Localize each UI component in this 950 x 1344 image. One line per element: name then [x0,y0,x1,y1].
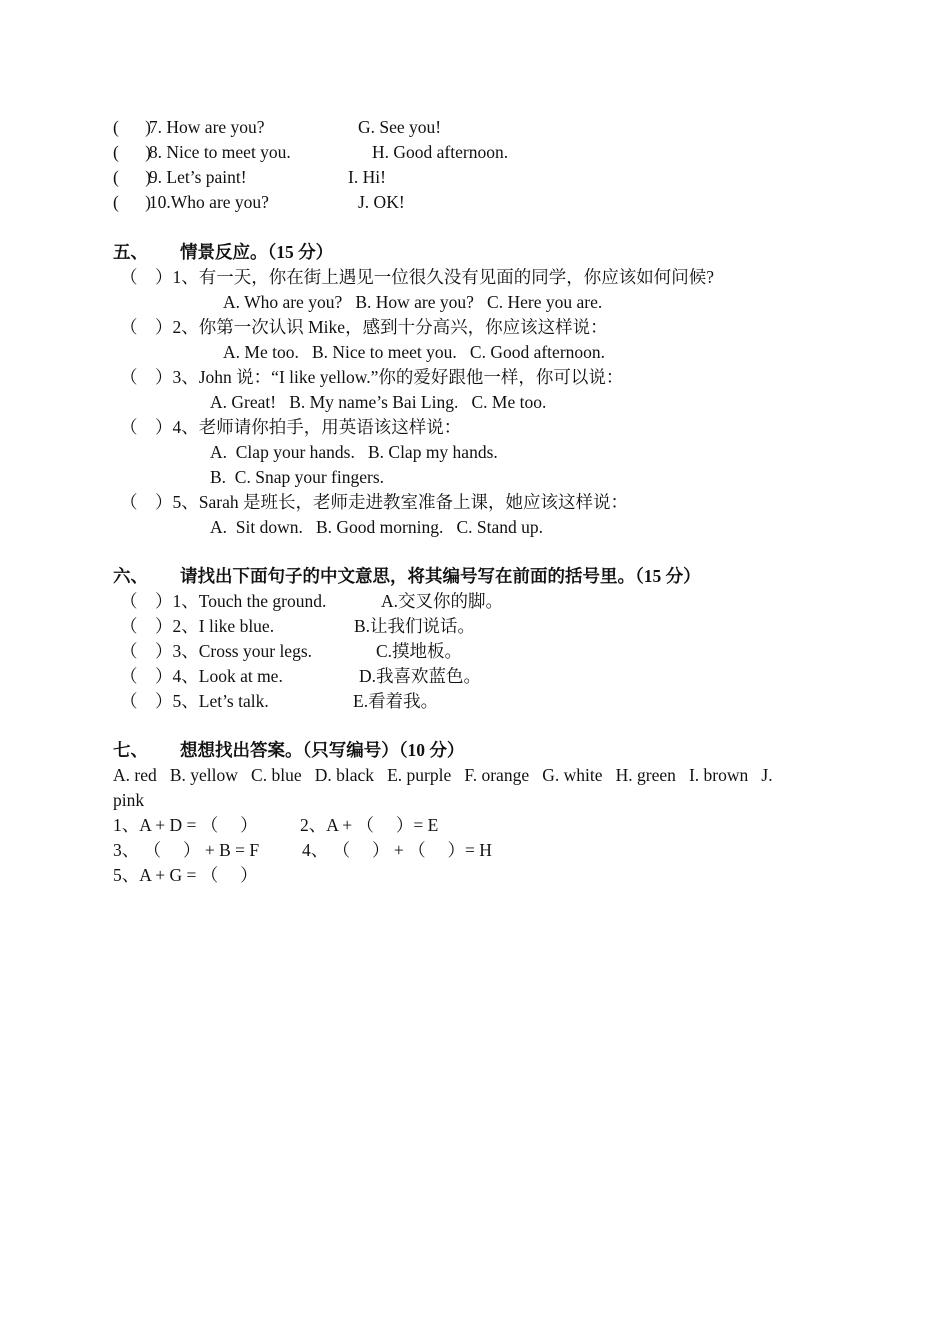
options: B. C. Snap your fingers. [210,467,385,487]
question-text: 4、老师请你拍手，用英语该这样说： [172,417,462,437]
question-row [120,639,312,664]
answer-blank[interactable]: （ ） [120,317,173,337]
question-text: 5、Sarah 是班长，老师走进教室准备上课，她应该这样说： [172,492,628,512]
answer-blank[interactable]: （ ） [120,367,173,387]
section-6-title: 请找出下面句子的中文意思，将其编号写在前面的括号里。（15 分） [180,566,701,586]
section-5-title: 情景反应。（15 分） [180,242,334,262]
match-answer: G. See you! [358,117,442,137]
match-row [113,115,265,140]
match-answer: H. Good afternoon. [372,142,509,162]
color-options-cont: pink [113,790,145,810]
answer-blank[interactable]: （ ） [120,267,173,287]
section-7-number: 七、 [113,740,148,760]
question-text: 2、你第一次认识 Mike，感到十分高兴，你应该这样说： [172,317,608,337]
answer-blank[interactable]: ( ) [113,192,151,212]
question-text: 3、John 说：“I like yellow.”你的爱好跟他一样，你可以说： [172,367,624,387]
options: A. Clap your hands. B. Clap my hands. [210,442,498,462]
match-answer: J. OK! [358,192,405,212]
answer-blank[interactable]: （ ） [120,591,173,611]
question-row [120,315,608,340]
match-answer: E.看着我。 [353,691,439,711]
equation-5[interactable]: 5、A + G = （ ） [113,865,258,885]
question-text: 4、Look at me. [172,666,283,686]
match-answer: I. Hi! [348,167,386,187]
question-text: 9. Let’s paint! [148,167,247,187]
question-text: 2、I like blue. [172,616,275,636]
question-row [120,614,274,639]
answer-blank[interactable]: ( ) [113,117,151,137]
question-row [120,415,461,440]
answer-blank[interactable]: （ ） [120,616,173,636]
options: A. Great! B. My name’s Bai Ling. C. Me too. [210,392,547,412]
question-row [120,365,623,390]
color-options: A. red B. yellow C. blue D. black E. purple F. orange G. white H. green I. brown J. [113,765,773,785]
options: A. Who are you? B. How are you? C. Here you are. [223,292,603,312]
answer-blank[interactable]: （ ） [120,492,173,512]
answer-blank[interactable]: ( ) [113,142,151,162]
match-row [113,140,291,165]
question-text: 7. How are you? [148,117,265,137]
match-answer: B.让我们说话。 [354,616,476,636]
section-5-number: 五、 [113,242,148,262]
answer-blank[interactable]: ( ) [113,167,151,187]
options: A. Sit down. B. Good morning. C. Stand up. [210,517,544,537]
options: A. Me too. B. Nice to meet you. C. Good afternoon. [223,342,606,362]
match-answer: C.摸地板。 [376,641,463,661]
question-row [120,490,628,515]
question-row [120,589,326,614]
equation-1[interactable]: 1、A + D = （ ） [113,815,258,835]
section-7-title: 想想找出答案。（只写编号）（10 分） [180,740,465,760]
answer-blank[interactable]: （ ） [120,666,173,686]
match-answer: A.交叉你的脚。 [381,591,504,611]
question-row [120,265,714,290]
question-text: 5、Let’s talk. [172,691,269,711]
section-6-number: 六、 [113,566,148,586]
match-row [113,165,247,190]
question-text: 1、Touch the ground. [172,591,327,611]
question-text: 10.Who are you? [148,192,269,212]
match-row [113,190,269,215]
question-text: 3、Cross your legs. [172,641,313,661]
answer-blank[interactable]: （ ） [120,641,173,661]
question-row [120,664,283,689]
question-text: 1、有一天，你在街上遇见一位很久没有见面的同学，你应该如何问候? [172,267,715,287]
equation-4[interactable]: 4、 （ ） + （ ）= H [302,840,492,860]
question-row [120,689,269,714]
equation-3[interactable]: 3、 （ ） + B = F [113,840,260,860]
equation-2[interactable]: 2、A + （ ）= E [300,815,439,835]
answer-blank[interactable]: （ ） [120,417,173,437]
question-text: 8. Nice to meet you. [148,142,291,162]
match-answer: D.我喜欢蓝色。 [359,666,482,686]
answer-blank[interactable]: （ ） [120,691,173,711]
